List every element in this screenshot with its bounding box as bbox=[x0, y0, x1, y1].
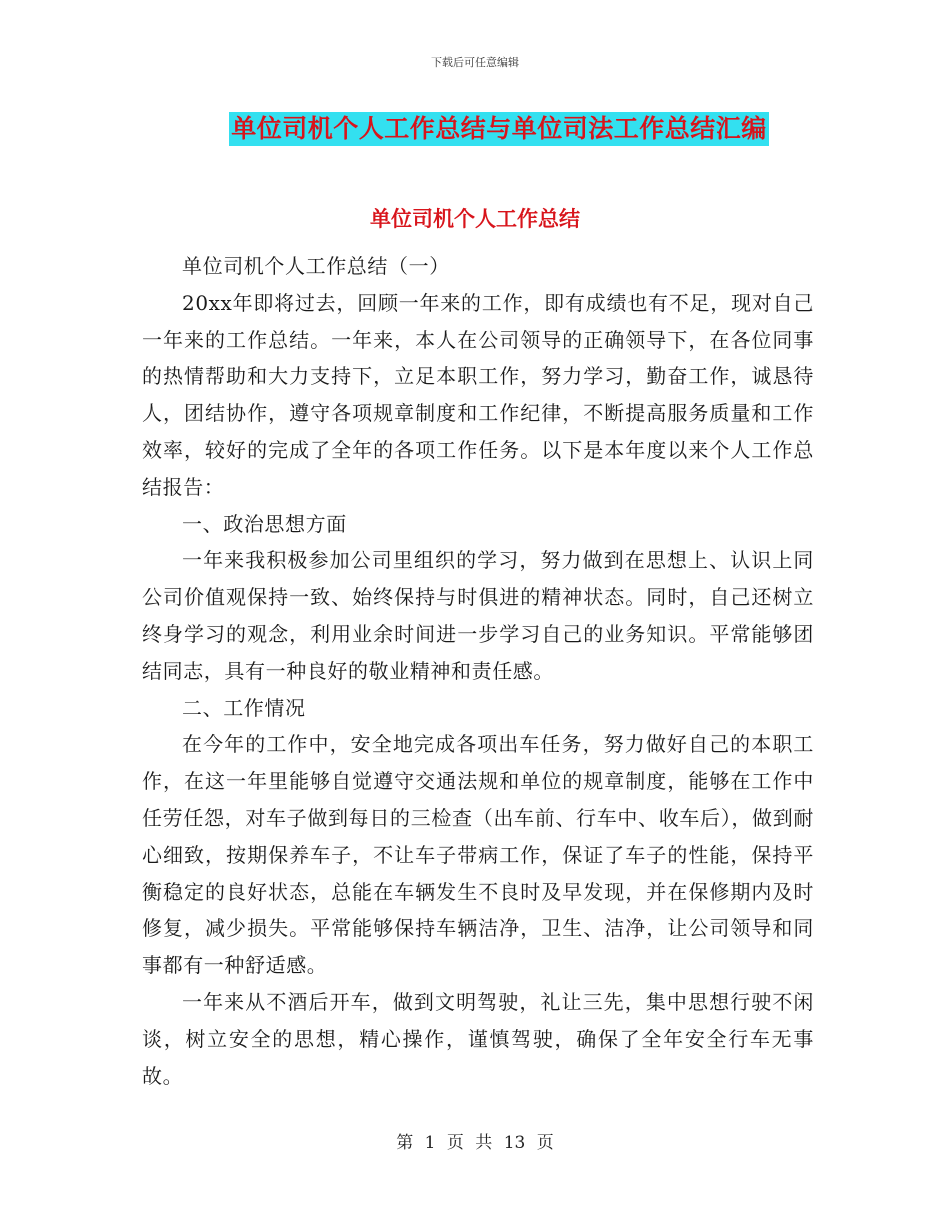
subsection-heading: 单位司机个人工作总结（一） bbox=[182, 254, 450, 278]
document-title: 单位司机个人工作总结与单位司法工作总结汇编 bbox=[229, 112, 769, 146]
page-footer: 第 1 页 共 13 页 bbox=[396, 1133, 554, 1153]
paragraph: 在今年的工作中，安全地完成各项出车任务，努力做好自己的本职工作，在这一年里能够自觉遵守交通法规和单位的规章制度，能够在工作中任劳任怨，对车子做到每日的三检查（出车前、行车中、收车后），做到耐心细致，按期保养车子，不让车子带病工作，保证了车子的性能，保持平衡稳定的良好状态，总能在车辆发生不良时及早发现，并在保修期内及时修复，减少损失。平常能够保持车辆洁净，卫生、洁净，让公司领导和同事都有一种舒适感。 bbox=[142, 732, 814, 978]
paragraph: 一年来我积极参加公司里组织的学习，努力做到在思想上、认识上同公司价值观保持一致、始终保持与时俱进的精神状态。同时，自己还树立终身学习的观念，利用业余时间进一步学习自己的业务知识。平常能够团结同志，具有一种良好的敬业精神和责任感。 bbox=[142, 548, 814, 683]
document-body bbox=[142, 248, 814, 1094]
subsection-heading: 一、政治思想方面 bbox=[182, 511, 347, 536]
subsection-heading: 二、工作情况 bbox=[182, 695, 306, 720]
section-title: 单位司机个人工作总结 bbox=[370, 207, 580, 231]
document-title-container bbox=[0, 112, 950, 146]
paragraph: 20xx年即将过去，回顾一年来的工作，即有成绩也有不足，现对自己一年来的工作总结。一年来，本人在公司领导的正确领导下，在各位同事的热情帮助和大力支持下，立足本职工作，努力学习，勤奋工作，诚恳待人，团结协作，遵守各项规章制度和工作纪律，不断提高服务质量和工作效率，较好的完成了全年的各项工作任务。以下是本年度以来个人工作总结报告： bbox=[142, 290, 814, 499]
paragraph: 一年来从不酒后开车，做到文明驾驶，礼让三先，集中思想行驶不闲谈，树立安全的思想，精心操作，谨慎驾驶，确保了全年安全行车无事故。 bbox=[142, 989, 814, 1088]
page-header-note: 下载后可任意编辑 bbox=[431, 56, 519, 69]
